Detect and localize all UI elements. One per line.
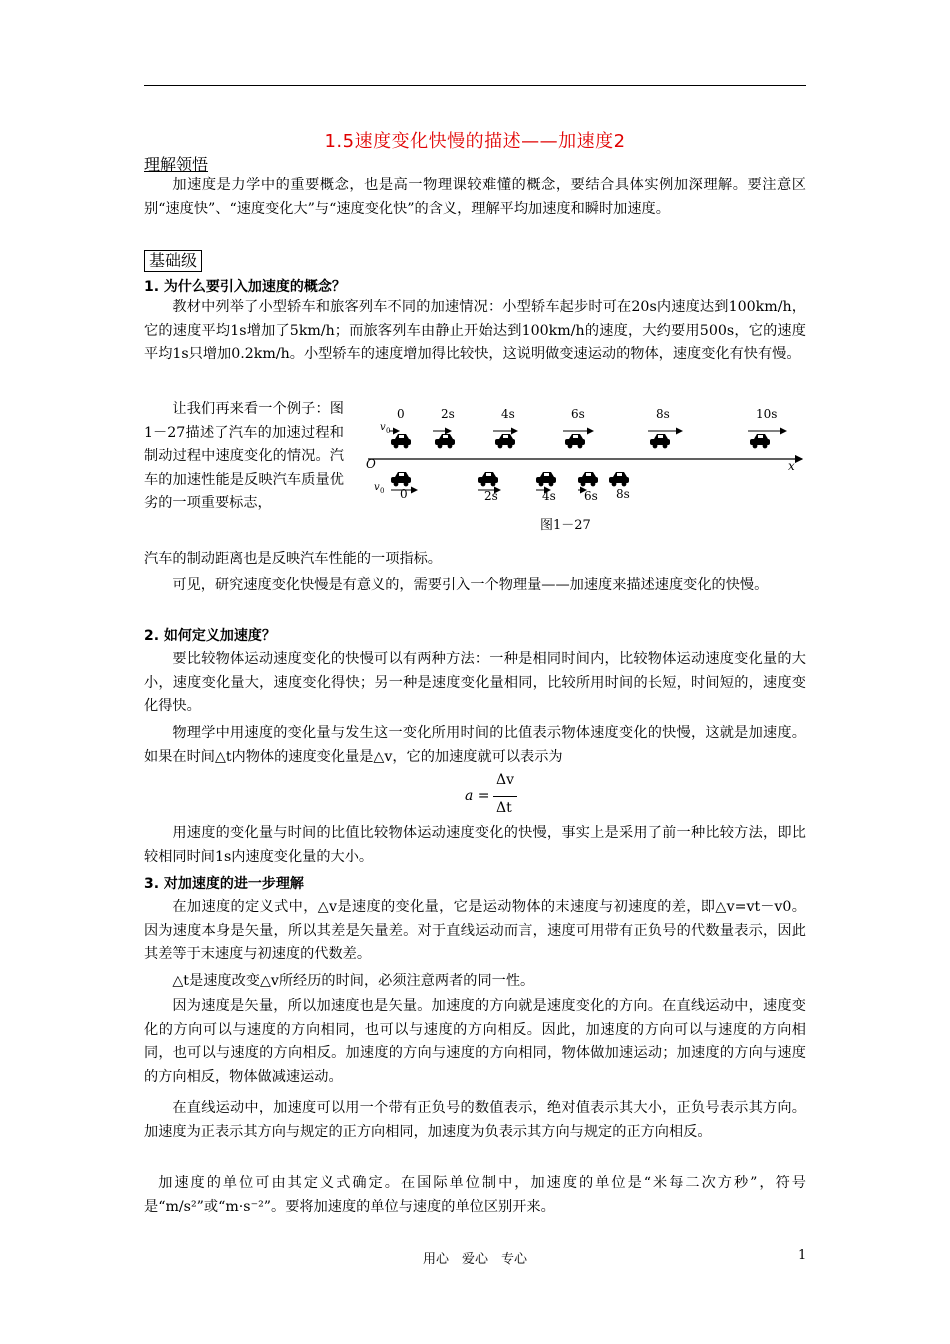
figure-caption: 图1－27 xyxy=(540,518,591,533)
q1-heading: 1. 为什么要引入加速度的概念？ xyxy=(144,279,346,295)
q1-paragraph-1: 教材中列举了小型轿车和旅客列车不同的加速情况：小型轿车起步时可在20s内速度达到100km/h，它的速度平均1s增加了5km/h；而旅客列车由静止开始达到100km/h的速度，大约要用500s，它的速度平均1s只增加0.2km/h。小型轿车的速度增加得比较快，这说明做变速运动的物体，速度变化有快有慢。 xyxy=(144,299,806,362)
intro-paragraph: 加速度是力学中的重要概念，也是高一物理课较难懂的概念，要结合具体实例加深理解。要注意区别“速度快”、“速度变化大”与“速度变化快”的含义，理解平均加速度和瞬时加速度。 xyxy=(144,177,806,217)
q3-paragraph-4: 在直线运动中，加速度可以用一个带有正负号的数值表示，绝对值表示其大小，正负号表示其方向。加速度为正表示其方向与规定的正方向相同，加速度为负表示其方向与规定的正方向相反。 xyxy=(144,1100,806,1140)
formula-denominator: Δt xyxy=(496,800,512,816)
v0-sub-bottom: 0 xyxy=(380,487,385,495)
q3-paragraph-1: 在加速度的定义式中，△v是速度的变化量，它是运动物体的末速度与初速度的差，即△v=vt－v0。因为速度本身是矢量，所以其差是矢量差。对于直线运动而言，速度可用带有正负号的代数量表示，因此其差等于末速度与初速度的代数差。 xyxy=(144,899,806,962)
top-time-label: 8s xyxy=(656,407,670,421)
level-label: 基础级 xyxy=(144,250,202,272)
bottom-time-label: 4s xyxy=(542,489,556,503)
car-icon xyxy=(578,472,598,486)
q2-paragraph-2: 物理学中用速度的变化量与发生这一变化所用时间的比值表示物体速度变化的快慢，这就是加速度。如果在时间△t内物体的速度变化量是△v，它的加速度就可以表示为 xyxy=(144,725,806,765)
q1-paragraph-2b: 汽车的制动距离也是反映汽车性能的一项指标。 xyxy=(144,551,442,567)
page-footer: 用心 爱心 专心 xyxy=(422,1252,527,1267)
header-rule xyxy=(144,85,806,86)
origin-label: O xyxy=(366,457,376,471)
fraction-bar xyxy=(493,796,517,797)
bottom-time-label: 8s xyxy=(616,487,630,501)
q1-paragraph-3: 可见，研究速度变化快慢是有意义的，需要引入一个物理量——加速度来描述速度变化的快慢。 xyxy=(172,577,769,593)
section-heading: 理解领悟 xyxy=(144,155,209,174)
car-icon xyxy=(650,434,670,448)
car-icon xyxy=(391,434,411,448)
q3-paragraph-3: 因为速度是矢量，所以加速度也是矢量。加速度的方向就是速度变化的方向。在直线运动中，速度变化的方向可以与速度的方向相同，也可以与速度的方向相反。因此，加速度的方向可以与速度的方向相同，也可以与速度的方向相反。加速度的方向与速度的方向相同，物体做加速运动；加速度的方向与速度的方向相反，物体做减速运动。 xyxy=(144,998,806,1085)
car-icon xyxy=(391,472,411,486)
x-axis-label: x xyxy=(788,459,795,473)
bottom-time-label: 0 xyxy=(400,487,408,501)
q3-heading: 3. 对加速度的进一步理解 xyxy=(144,876,304,892)
formula-numerator: Δv xyxy=(496,772,515,788)
top-time-label: 10s xyxy=(756,407,778,421)
car-icon xyxy=(609,472,629,486)
q3-paragraph-5: 加速度的单位可由其定义式确定。在国际单位制中，加速度的单位是“米每二次方秒”，符号是“m/s²”或“m·s⁻²”。要将加速度的单位与速度的单位区别开来。 xyxy=(144,1175,806,1215)
q2-paragraph-1: 要比较物体运动速度变化的快慢可以有两种方法：一种是相同时间内，比较物体运动速度变化量的大小，速度变化量大，速度变化得快；另一种是速度变化量相同，比较所用时间的长短，时间短的，速度变化得快。 xyxy=(144,651,806,714)
top-time-label: 4s xyxy=(501,407,515,421)
q2-paragraph-3: 用速度的变化量与时间的比值比较物体运动速度变化的快慢，事实上是采用了前一种比较方法，即比较相同时间1s内速度变化量的大小。 xyxy=(144,825,806,865)
bottom-time-label: 6s xyxy=(584,489,598,503)
top-time-label: 0 xyxy=(397,407,405,421)
v0-label-bottom: v xyxy=(374,482,380,493)
top-time-label: 2s xyxy=(441,407,455,421)
car-icon xyxy=(495,434,515,448)
q2-heading: 2. 如何定义加速度？ xyxy=(144,628,276,644)
car-icon xyxy=(478,472,498,486)
car-icon xyxy=(435,434,455,448)
car-icon xyxy=(536,472,556,486)
car-icon xyxy=(565,434,585,448)
page-number: 1 xyxy=(798,1248,807,1263)
top-time-label: 6s xyxy=(571,407,585,421)
car-icon xyxy=(750,434,770,448)
q1-paragraph-2a: 让我们再来看一个例子：图1－27描述了汽车的加速过程和制动过程中速度变化的情况。汽车的加速性能是反映汽车质量优劣的一项重要标志， xyxy=(144,401,344,511)
acceleration-formula xyxy=(460,772,530,822)
bottom-time-label: 2s xyxy=(484,489,498,503)
v0-label-top: v xyxy=(380,422,386,433)
page-title: 1.5速度变化快慢的描述——加速度2 xyxy=(324,131,626,152)
v0-sub-top: 0 xyxy=(386,427,391,435)
formula-lhs: a = xyxy=(465,788,490,804)
q3-paragraph-2: △t是速度改变△v所经历的时间，必须注意两者的同一性。 xyxy=(172,973,535,989)
